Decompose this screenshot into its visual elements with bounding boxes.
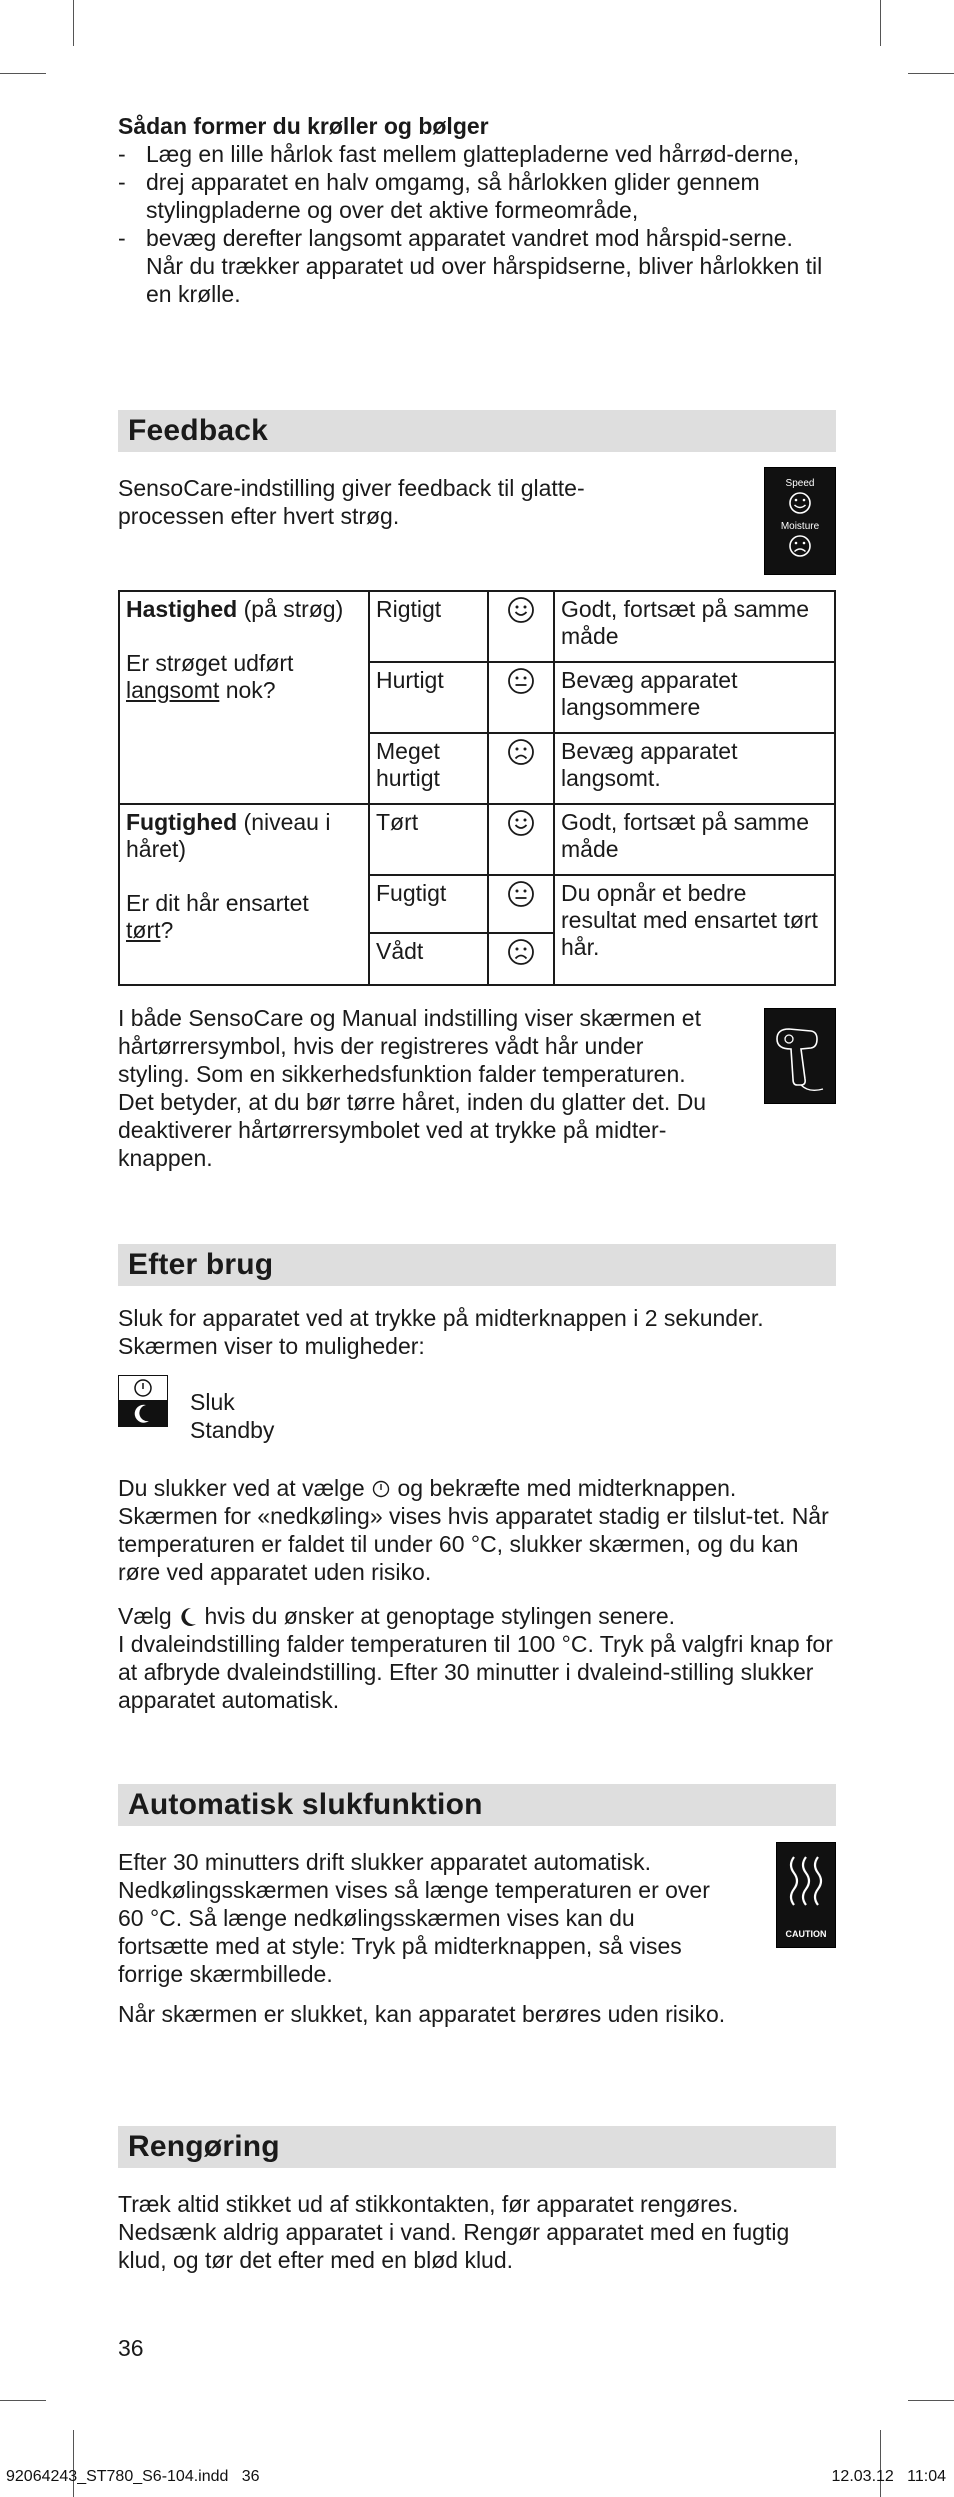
happy-face-icon: [507, 596, 535, 624]
power-options-screen: [118, 1375, 168, 1427]
option-label-off: Sluk: [190, 1389, 235, 1415]
crop-mark: [0, 2400, 46, 2401]
feedback-text: SensoCare-indstilling giver feedback til glatte-processen efter hvert strøg.: [118, 475, 585, 529]
intro-section: [118, 112, 836, 308]
after-use-intro: Sluk for apparatet ved at trykke på midterknappen i 2 sekunder. Skærmen viser to muligheder:: [118, 1305, 764, 1359]
sad-face-icon: [507, 938, 535, 966]
power-icon: [371, 1479, 391, 1499]
after-use-p2: Vælg hvis du ønsker at genoptage stylingen senere. I dvaleindstilling falder temperaturen til 100 °C. Tryk på valgfri knap for at afbryde dvaleindstilling. Efter 30 minutter i dvaleind-stilling slukker apparatet automatisk.: [118, 1603, 833, 1713]
happy-face-icon: [507, 809, 535, 837]
after-use-section: [118, 1244, 836, 1360]
crop-mark: [880, 0, 881, 46]
sad-face-icon: [507, 738, 535, 766]
table-cell-face: [488, 591, 554, 662]
table-cell-face: [488, 804, 554, 875]
neutral-face-icon: [507, 880, 535, 908]
table-cell: Vådt: [369, 933, 488, 985]
section-heading: Efter brug: [118, 1244, 836, 1286]
feedback-section: [118, 410, 836, 530]
footer-date: 12.03.12 11:04: [831, 2468, 946, 2485]
caution-heat-icon: CAUTION: [776, 1842, 836, 1948]
table-cell: Bevæg apparatet langsomt.: [554, 733, 835, 804]
crop-mark: [0, 73, 46, 74]
section-heading: Feedback: [118, 410, 836, 452]
table-cell-face: [488, 733, 554, 804]
table-cell: Meget hurtigt: [369, 733, 488, 804]
option-label-standby: Standby: [190, 1417, 275, 1443]
section-heading: Automatisk slukfunktion: [118, 1784, 836, 1826]
list-item: - drej apparatet en halv omgamg, så hårlokken glider gennem stylingpladerne og over det aktive formeområde,: [118, 169, 760, 223]
crop-mark: [908, 2400, 954, 2401]
section-heading: Rengøring: [118, 2126, 836, 2168]
frown-icon: [765, 533, 835, 559]
crop-mark: [880, 2430, 881, 2497]
auto-off-text2: Når skærmen er slukket, kan apparatet berøres uden risiko.: [118, 2001, 726, 2027]
table-cell: Hurtigt: [369, 662, 488, 733]
table-cell: Fugtigt: [369, 875, 488, 933]
table-cell: Rigtigt: [369, 591, 488, 662]
intro-title: Sådan former du krøller og bølger: [118, 113, 489, 139]
table-group-moisture: Fugtighed (niveau i håret) Er dit hår ensartet tørt?: [119, 804, 369, 985]
table-cell-face: [488, 875, 554, 933]
auto-off-section: [118, 1784, 836, 2028]
table-cell: Du opnår et bedre resultat med ensartet tørt hår.: [554, 875, 835, 985]
power-icon: [119, 1376, 167, 1400]
table-group-speed: Hastighed (på strøg) Er strøget udført langsomt nok?: [119, 591, 369, 804]
table-cell: Tørt: [369, 804, 488, 875]
table-cell-face: [488, 662, 554, 733]
cleaning-section: [118, 2126, 836, 2274]
footer-file: 92064243_ST780_S6-104.indd 36: [6, 2468, 260, 2485]
table-cell: Godt, fortsæt på samme måde: [554, 804, 835, 875]
hair-dryer-icon: [764, 1008, 836, 1104]
table-cell: Bevæg apparatet langsommere: [554, 662, 835, 733]
feedback-screen: Speed Moisture: [764, 467, 836, 575]
moon-icon: [118, 1401, 168, 1427]
crop-mark: [73, 2430, 74, 2497]
auto-off-text: Efter 30 minutters drift slukker apparatet automatisk. Nedkølingsskærmen vises så længe temperaturen er over 60 °C. Så længe nedkølingsskærmen vises kan du fortsætte med at style: Tryk på midterknappen, så vises forrige skærmbillede.: [118, 1849, 710, 1987]
table-cell-face: [488, 933, 554, 985]
after-use-p1: Du slukker ved at vælge og bekræfte med midterknappen. Skærmen for «nedkøling» vises hvis apparatet stadig er tilslut-tet. Når temperaturen er faldet til under 60 °C, slukker skærmen, og du kan røre ved apparatet uden risiko.: [118, 1475, 829, 1585]
page-number: 36: [118, 2335, 144, 2361]
crop-mark: [908, 73, 954, 74]
neutral-face-icon: [507, 667, 535, 695]
list-item: - bevæg derefter langsomt apparatet vandret mod hårspid-serne. Når du trækker apparatet ud over hårspidserne, bliver hårlokken til en krølle.: [118, 225, 823, 307]
cleaning-text: Træk altid stikket ud af stikkontakten, før apparatet rengøres. Nedsænk aldrig apparatet i vand. Rengør apparatet med en fugtig klud, og tør det efter med en blød klud.: [118, 2191, 790, 2273]
feedback-table: [118, 590, 836, 986]
table-cell: Godt, fortsæt på samme måde: [554, 591, 835, 662]
smiley-icon: [765, 490, 835, 516]
moon-icon: [178, 1606, 198, 1628]
dryer-text: I både SensoCare og Manual indstilling viser skærmen et hårtørrersymbol, hvis der registreres vådt hår under styling. Som en sikkerhedsfunktion falder temperaturen. Det betyder, at du bør tørre håret, inden du glatter det. Du deaktiverer hårtørrersymbolet ved at trykke på midter-knappen.: [118, 1005, 707, 1171]
crop-mark: [73, 0, 74, 46]
list-item: - Læg en lille hårlok fast mellem glattepladerne ved hårrød-derne,: [118, 141, 800, 167]
